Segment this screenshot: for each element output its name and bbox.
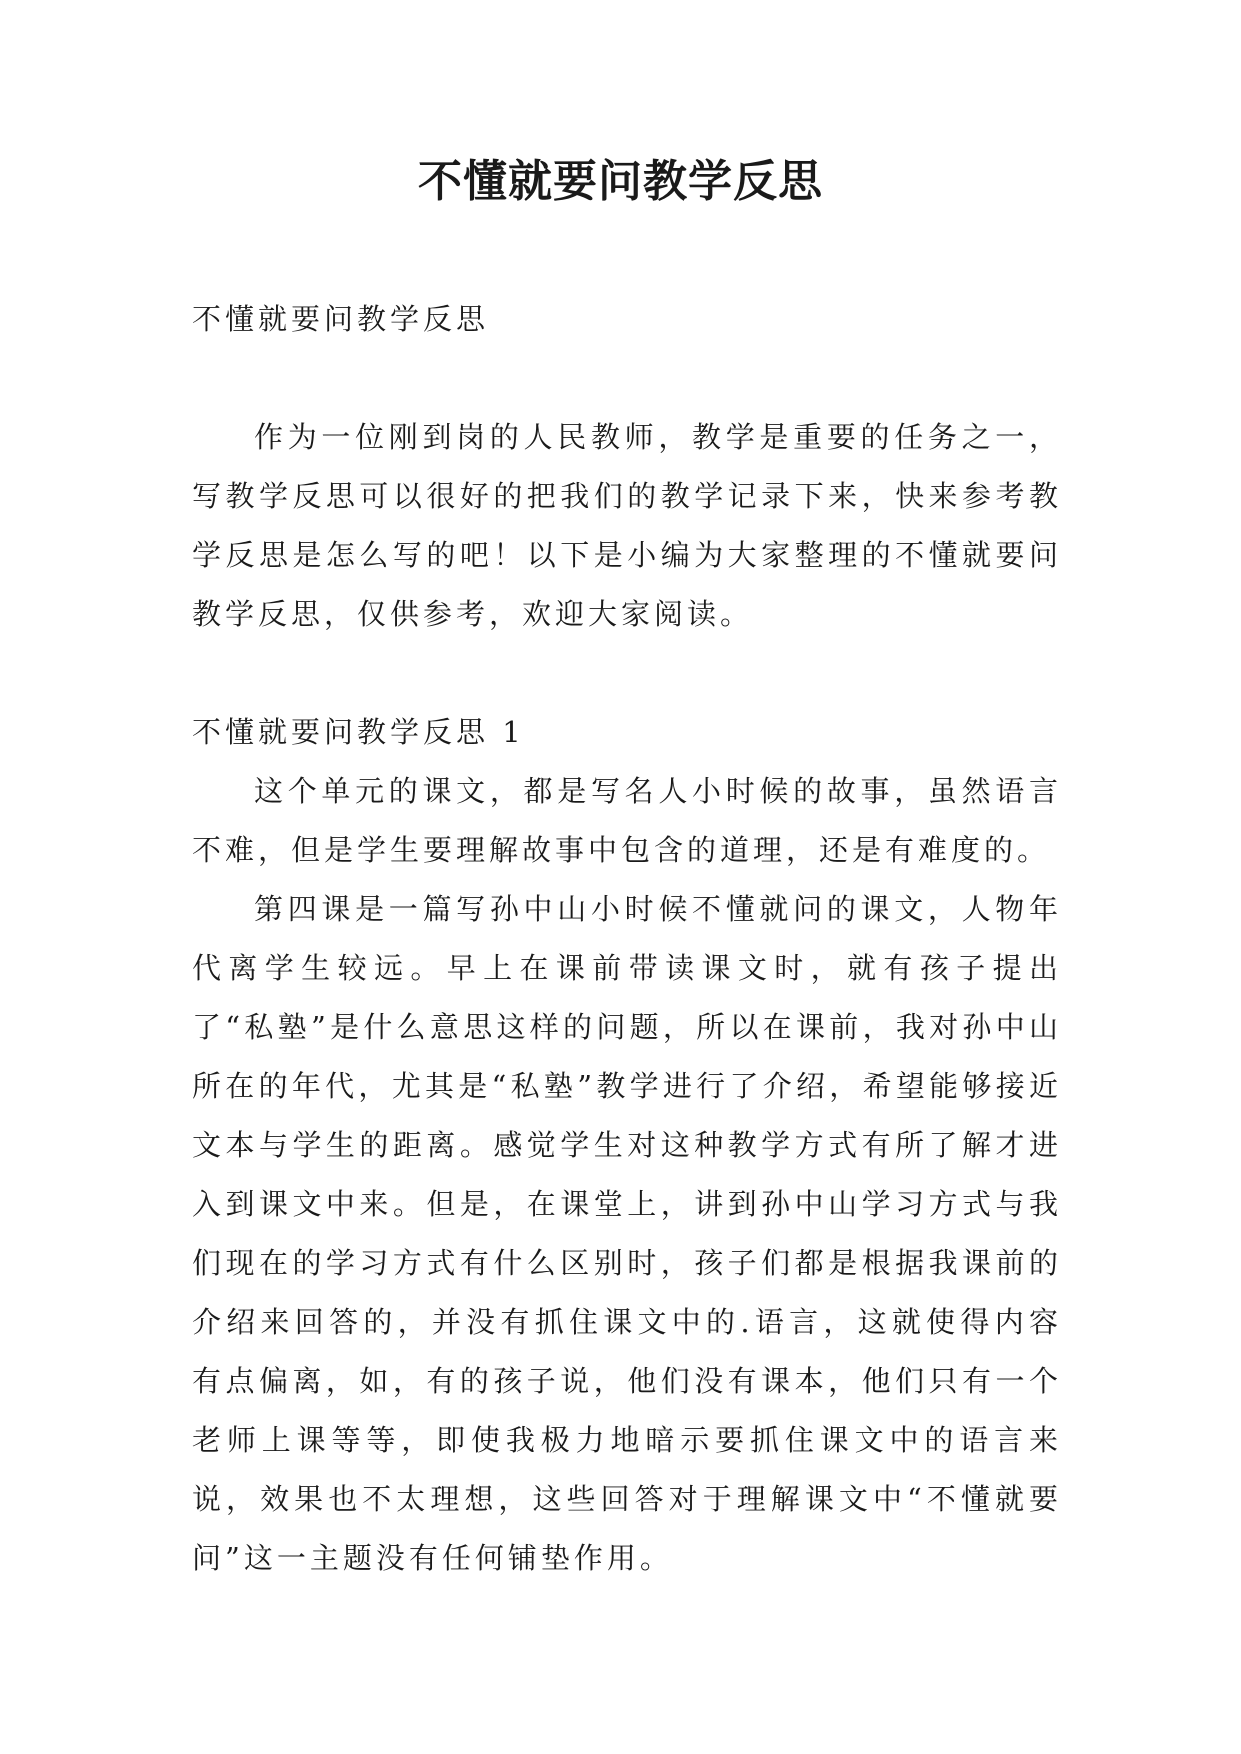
- document-body: [192, 290, 1062, 1588]
- document-title: 不懂就要问教学反思: [418, 156, 823, 207]
- spacer: [192, 644, 1062, 703]
- spacer: [192, 349, 1062, 408]
- section-paragraph-1: 这个单元的课文，都是写名人小时候的故事，虽然语言不难，但是学生要理解故事中包含的道理，还是有难度的。: [192, 774, 1062, 867]
- section-heading: 不懂就要问教学反思 1: [192, 715, 525, 749]
- document-subtitle: 不懂就要问教学反思: [192, 302, 490, 336]
- section-paragraph-2: 第四课是一篇写孙中山小时候不懂就问的课文，人物年代离学生较远。早上在课前带读课文时，就有孩子提出了“私塾”是什么意思这样的问题，所以在课前，我对孙中山所在的年代，尤其是“私塾”教学进行了介绍，希望能够接近文本与学生的距离。感觉学生对这种教学方式有所了解才进入到课文中来。但是，在课堂上，讲到孙中山学习方式与我们现在的学习方式有什么区别时，孩子们都是根据我课前的介绍来回答的，并没有抓住课文中的.语言，这就使得内容有点偏离，如，有的孩子说，他们没有课本，他们只有一个老师上课等等，即使我极力地暗示要抓住课文中的语言来说，效果也不太理想，这些回答对于理解课文中“不懂就要问”这一主题没有任何铺垫作用。: [192, 892, 1062, 1575]
- intro-paragraph: 作为一位刚到岗的人民教师，教学是重要的任务之一，写教学反思可以很好的把我们的教学记录下来，快来参考教学反思是怎么写的吧！以下是小编为大家整理的不懂就要问教学反思，仅供参考，欢迎大家阅读。: [192, 420, 1062, 631]
